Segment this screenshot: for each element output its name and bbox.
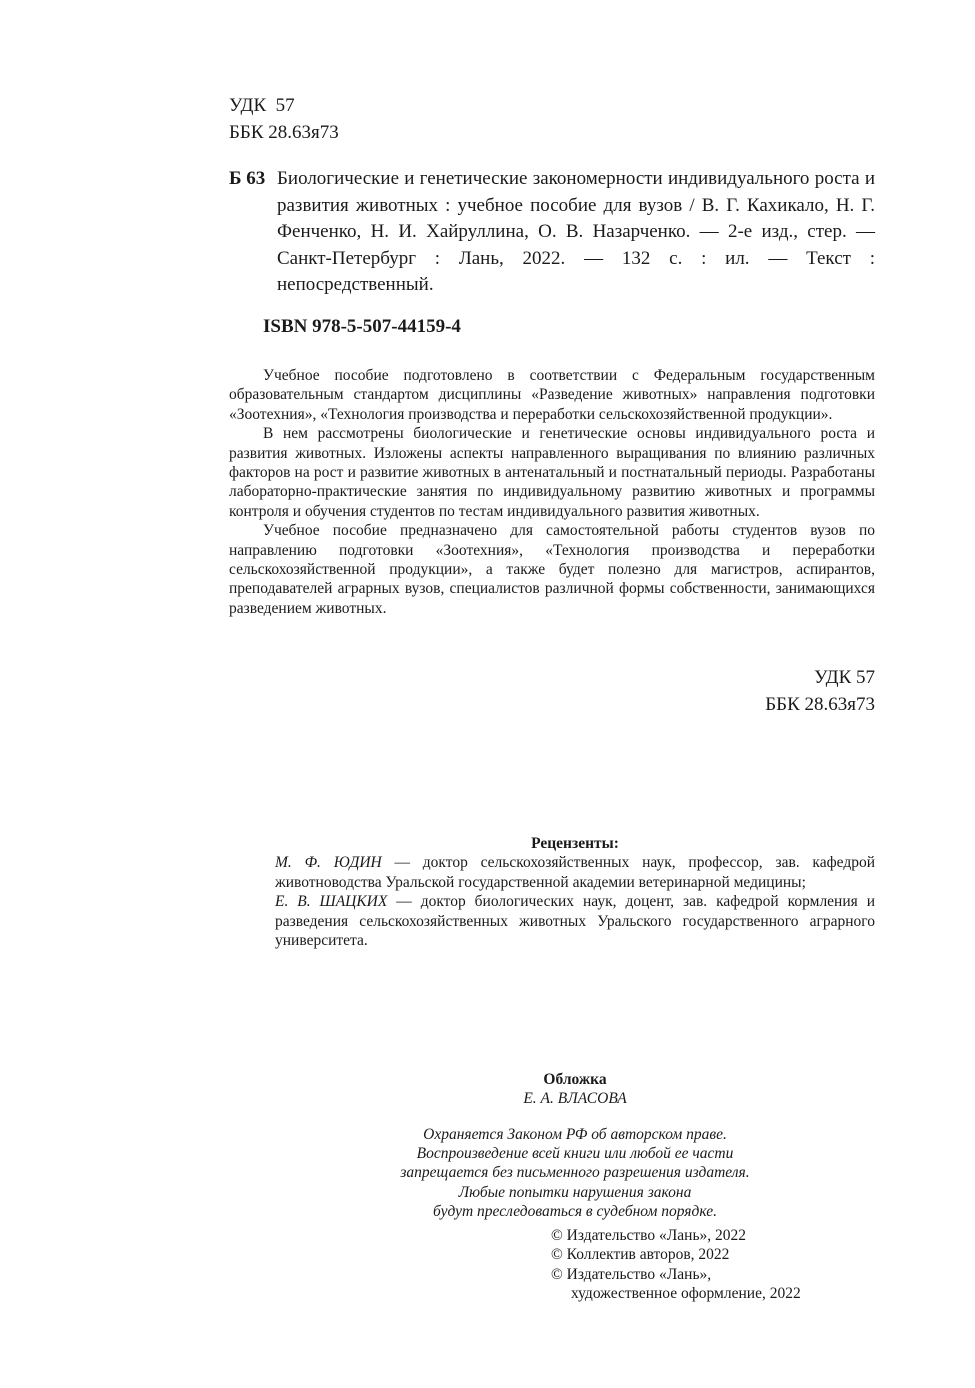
annotation-paragraph: В нем рассмотрены биологические и генетические основы индивидуального роста и развития животных. Изложены аспекты направленного выращивания по влиянию различных факторов на рост и развитие животных в антенатальный и постнатальный периоды. Разработаны лабораторно-практические занятия по индивидуальному развитию животных и программы контроля и обучения студентов по тестам индивидуального развития животных. — [229, 425, 879, 520]
cover-heading: Обложка — [543, 1071, 607, 1088]
annotation-paragraph: Учебное пособие предназначено для самостоятельной работы студентов вузов по направлению подготовки «Зоотехния», «Технология производства и переработки сельскохозяйственной продукции», а также будет полезно для магистров, аспирантов, преподавателей аграрных вузов, специалистов различной формы собственности, занимающихся разведением животных. — [229, 522, 879, 617]
notice-line: Воспроизведение всей книги или любой ее части — [416, 1145, 734, 1163]
bibliographic-entry — [229, 166, 880, 299]
copyright-line: © Издательство «Лань», 2022 — [551, 1227, 747, 1244]
reviewer — [275, 892, 879, 950]
copyright-line: © Коллектив авторов, 2022 — [551, 1246, 730, 1264]
notice-line: Охраняется Законом РФ об авторском праве. — [423, 1126, 727, 1143]
reviewers — [275, 834, 879, 950]
copyright-line: © Издательство «Лань», — [551, 1265, 712, 1283]
copyright-line: художественное оформление, 2022 — [571, 1285, 801, 1303]
notice-line: Любые попытки нарушения закона — [458, 1183, 692, 1201]
reviewer-name: М. Ф. ЮДИН — [275, 854, 382, 872]
copyright-notice — [275, 1125, 875, 1221]
udk-code: УДК 57 — [814, 667, 875, 688]
notice-line: запрещается без письменного разрешения издателя. — [400, 1164, 750, 1182]
isbn: ISBN 978-5-507-44159-4 — [263, 316, 461, 337]
udk-code: УДК 57 — [229, 95, 295, 116]
notice-line: будут преследоваться в судебном порядке. — [433, 1202, 717, 1220]
reviewers-heading: Рецензенты: — [531, 835, 619, 852]
annotation — [229, 366, 879, 618]
udk-bbk-top — [229, 92, 339, 146]
bibliographic-description: Биологические и генетические закономерности индивидуального роста и развития животных : учебное пособие для вузов / В. Г. Кахикало, Н. Г. Фенченко, Н. И. Хайруллина, О. В. Назарченко. — 2-е изд., стер. — Санкт-Петербург : Лань, 2022. — 132 с. : ил. — Текст : непосредственный. — [277, 168, 880, 295]
cover-designer: Е. А. ВЛАСОВА — [523, 1090, 627, 1108]
cover-credit — [275, 1070, 875, 1109]
reviewer-details: — доктор биологических наук, доцент, зав. кафедрой кормления и разведения сельскохозяйственных животных Уральского государственного аграрного университета. — [275, 893, 879, 950]
reviewer — [275, 853, 879, 892]
reviewer-details: — доктор сельскохозяйственных наук, профессор, зав. кафедрой животноводства Уральской государственной академии ветеринарной медицины; — [275, 854, 879, 891]
udk-bbk-bottom — [765, 664, 875, 718]
bbk-code: ББК 28.63я73 — [765, 694, 875, 715]
author-sign: Б 63 — [229, 168, 266, 189]
copyright-holders — [551, 1226, 801, 1304]
annotation-paragraph: Учебное пособие подготовлено в соответствии с Федеральным государственным образовательным стандартом дисциплины «Разведение животных» направления подготовки «Зоотехния», «Технология производства и переработки сельскохозяйственной продукции». — [229, 367, 879, 423]
bbk-code: ББК 28.63я73 — [229, 122, 339, 143]
reviewer-name: Е. В. ШАЦКИХ — [275, 893, 388, 911]
